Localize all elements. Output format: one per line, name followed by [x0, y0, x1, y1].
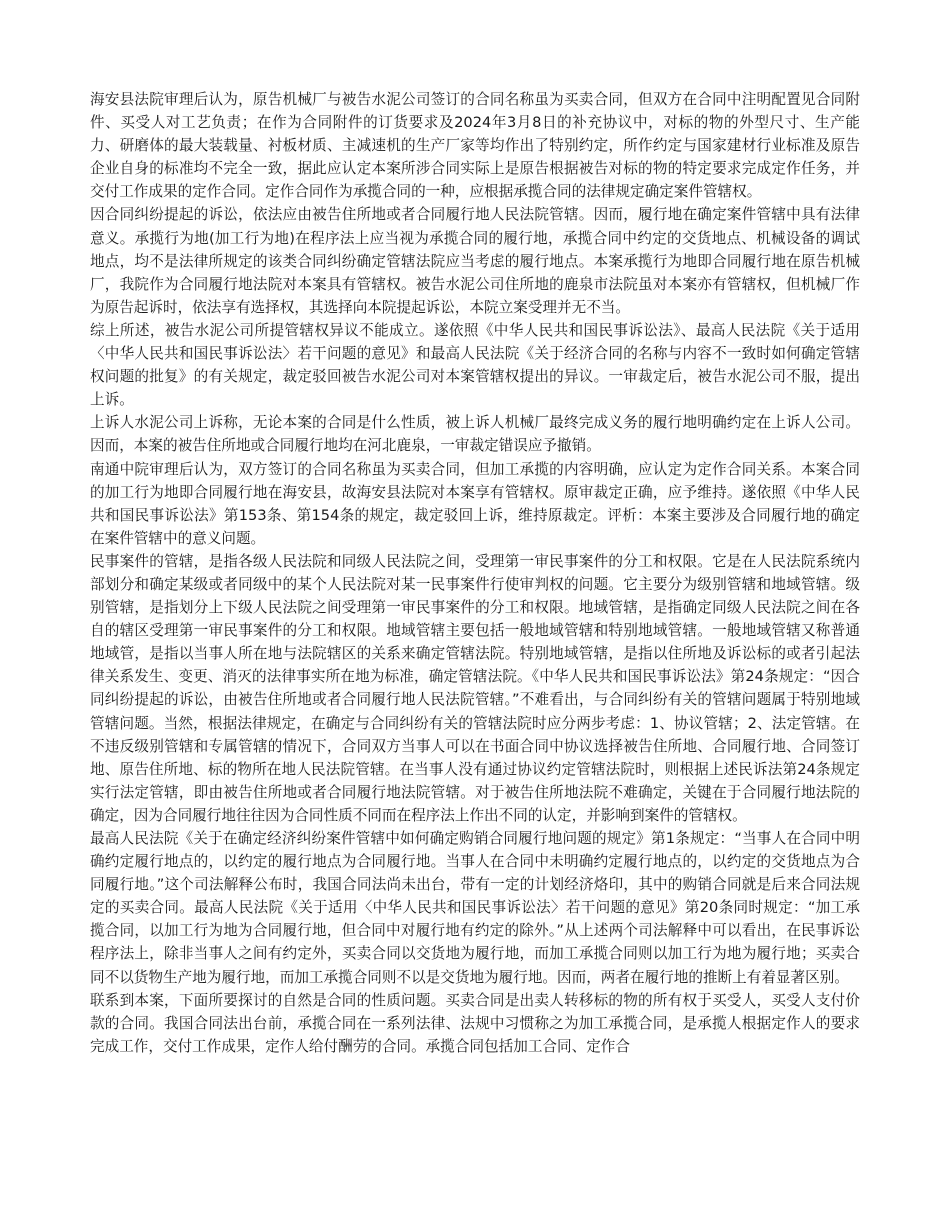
paragraph: 因合同纠纷提起的诉讼，依法应由被告住所地或者合同履行地人民法院管辖。因而，履行地在确定案件管辖中具有法律意义。承揽行为地(加工行为地)在程序法上应当视为承揽合同的履行地，承揽合同中约定的交货地点、机械设备的调试地点，均不是法律所规定的该类合同纠纷确定管辖法院应当考虑的履行地点。本案承揽行为地即合同履行地在原告机械厂，我院作为合同履行地法院对本案具有管辖权。被告水泥公司住所地的鹿泉市法院虽对本案亦有管辖权，但机械厂作为原告起诉时，依法享有选择权，其选择向本院提起诉讼，本院立案受理并无不当。 — [90, 206, 860, 316]
document-body — [90, 88, 860, 1058]
paragraph: 综上所述，被告水泥公司所提管辖权异议不能成立。遂依照《中华人民共和国民事诉讼法》、最高人民法院《关于适用〈中华人民共和国民事诉讼法〉若干问题的意见》和最高人民法院《关于经济合同的名称与内容不一致时如何确定管辖权问题的批复》的有关规定，裁定驳回被告水泥公司对本案管辖权提出的异议。一审裁定后，被告水泥公司不服，提出上诉。 — [90, 321, 860, 409]
paragraph: 南通中院审理后认为，双方签订的合同名称虽为买卖合同，但加工承揽的内容明确，应认定为定作合同关系。本案合同的加工行为地即合同履行地在海安县，故海安县法院对本案享有管辖权。原审裁定正确，应予维持。遂依照《中华人民共和国民事诉讼法》第153条、第154条的规定，裁定驳回上诉，维持原裁定。评析：本案主要涉及合同履行地的确定在案件管辖中的意义问题。 — [90, 460, 860, 547]
paragraph: 最高人民法院《关于在确定经济纠纷案件管辖中如何确定购销合同履行地问题的规定》第1条规定：“当事人在合同中明确约定履行地点的，以约定的履行地点为合同履行地。当事人在合同中未明确约定履行地点的，以约定的交货地点为合同履行地。”这个司法解释公布时，我国合同法尚未出台，带有一定的计划经济烙印，其中的购销合同就是后来合同法规定的买卖合同。最高人民法院《关于适用〈中华人民共和国民事诉讼法〉若干问题的意见》第20条同时规定：“加工承揽合同，以加工行为地为合同履行地，但合同中对履行地有约定的除外。”从上述两个司法解释中可以看出，在民事诉讼程序法上，除非当事人之间有约定外，买卖合同以交货地为履行地，而加工承揽合同则以加工行为地为履行地；买卖合同不以货物生产地为履行地，而加工承揽合同则不以是交货地为履行地。因而，两者在履行地的推断上有着显著区别。 — [90, 830, 860, 986]
paragraph: 上诉人水泥公司上诉称，无论本案的合同是什么性质，被上诉人机械厂最终完成义务的履行地明确约定在上诉人公司。因而，本案的被告住所地或合同履行地均在河北鹿泉，一审裁定错误应予撤销。 — [90, 414, 860, 455]
paragraph: 海安县法院审理后认为，原告机械厂与被告水泥公司签订的合同名称虽为买卖合同，但双方在合同中注明配置见合同附件、买受人对工艺负责；在作为合同附件的订货要求及2024年3月8日的补充协议中，对标的物的外型尺寸、生产能力、研磨体的最大装载量、衬板材质、主减速机的生产厂家等均作出了特别约定，所作约定与国家建材行业标准及原告企业自身的标准均不完全一致，据此应认定本案所涉合同实际上是原告根据被告对标的物的特定要求完成定作任务，并交付工作成果的定作合同。定作合同作为承揽合同的一种，应根据承揽合同的法律规定确定案件管辖权。 — [90, 91, 860, 201]
paragraph: 民事案件的管辖，是指各级人民法院和同级人民法院之间，受理第一审民事案件的分工和权限。它是在人民法院系统内部划分和确定某级或者同级中的某个人民法院对某一民事案件行使审判权的问题。它主要分为级别管辖和地域管辖。级别管辖，是指划分上下级人民法院之间受理第一审民事案件的分工和权限。地域管辖，是指确定同级人民法院之间在各自的辖区受理第一审民事案件的分工和权限。地域管辖主要包括一般地域管辖和特别地域管辖。一般地域管辖又称普通地域管，是指以当事人所在地与法院辖区的关系来确定管辖法院。特别地域管辖，是指以住所地及诉讼标的或者引起法律关系发生、变更、消灭的法律事实所在地为标准，确定管辖法院。《中华人民共和国民事诉讼法》第24条规定：“因合同纠纷提起的诉讼，由被告住所地或者合同履行地人民法院管辖。”不难看出，与合同纠纷有关的管辖问题属于特别地域管辖问题。当然，根据法律规定，在确定与合同纠纷有关的管辖法院时应分两步考虑：1、协议管辖；2、法定管辖。在不违反级别管辖和专属管辖的情况下，合同双方当事人可以在书面合同中协议选择被告住所地、合同履行地、合同签订地、原告住所地、标的物所在地人民法院管辖。在当事人没有通过协议约定管辖法院时，则根据上述民诉法第24条规定实行法定管辖，即由被告住所地或者合同履行地法院管辖。对于被告住所地法院不难确定，关键在于合同履行地法院的确定，因为合同履行地往往因为合同性质不同而在程序法上作出不同的认定，并影响到案件的管辖权。 — [90, 552, 860, 824]
paragraph: 联系到本案，下面所要探讨的自然是合同的性质问题。买卖合同是出卖人转移标的物的所有权于买受人，买受人支付价款的合同。我国合同法出台前，承揽合同在一系列法律、法规中习惯称之为加工承揽合同，是承揽人根据定作人的要求完成工作，交付工作成果，定作人给付酬劳的合同。承揽合同包括加工合同、定作合 — [90, 991, 860, 1055]
